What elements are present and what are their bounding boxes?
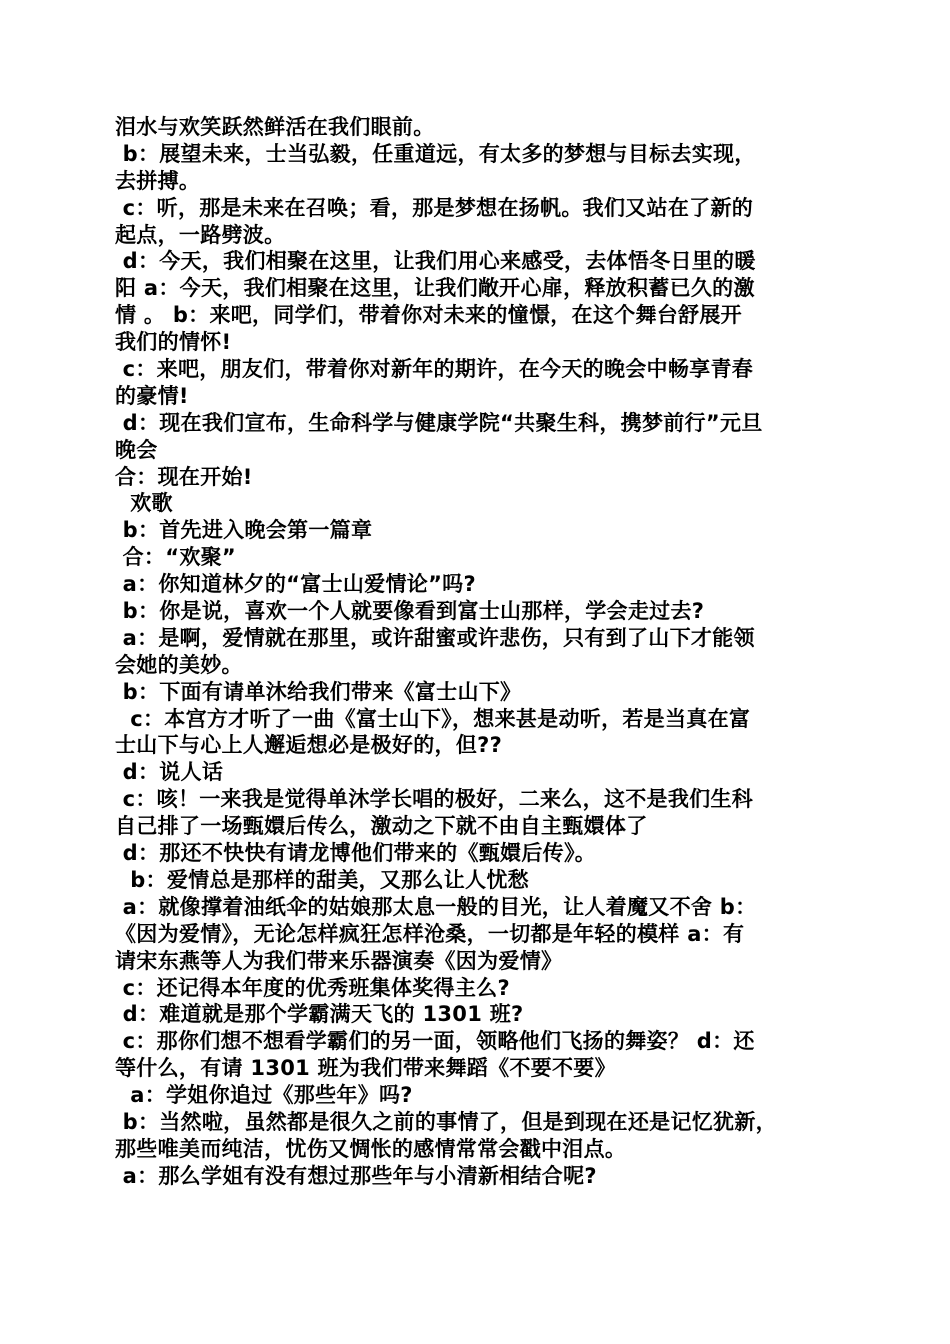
text-line: d：那还不快快有请龙博他们带来的《甄嬛后传》。 <box>115 841 597 866</box>
text-line: a：是啊，爱情就在那里，或许甜蜜或许悲伤，只有到了山下才能领 <box>115 625 755 650</box>
text-line: 请宋东燕等人为我们带来乐器演奏《因为爱情》 <box>115 948 563 973</box>
text-line: b：你是说，喜欢一个人就要像看到富士山那样，学会走过去? <box>115 599 705 624</box>
text-line: 等什么，有请 1301 班为我们带来舞蹈《不要不要》 <box>115 1056 616 1081</box>
text-line: b：展望未来，士当弘毅，任重道远，有太多的梦想与目标去实现， <box>115 141 756 166</box>
text-line: c：本宫方才听了一曲《富士山下》，想来甚是动听，若是当真在富 <box>115 706 751 731</box>
text-line: 会她的美妙。 <box>115 652 243 677</box>
text-line: 泪水与欢笑跃然鲜活在我们眼前。 <box>115 115 435 139</box>
text-line: b：下面有请单沐给我们带来《富士山下》 <box>115 679 522 704</box>
text-line: b：爱情总是那样的甜美，又那么让人忧愁 <box>115 867 529 892</box>
text-line: a：那么学姐有没有想过那些年与小清新相结合呢? <box>115 1163 597 1188</box>
text-line: 我们的情怀! <box>115 330 232 355</box>
text-line: b：首先进入晚会第一篇章 <box>115 518 373 543</box>
text-line: a：就像撑着油纸伞的姑娘那太息一般的目光，让人着魔又不舍 b： <box>115 894 757 919</box>
text-line: d：难道就是那个学霸满天飞的 1301 班? <box>115 1002 524 1027</box>
text-line: 合：“欢聚” <box>115 545 237 570</box>
document-page <box>115 114 840 1190</box>
text-line: c：还记得本年度的优秀班集体奖得主么? <box>115 975 510 1000</box>
text-line: 去拼搏。 <box>115 168 201 193</box>
text-line: c：那你们想不想看学霸们的另一面，领略他们飞扬的舞姿？ d：还 <box>115 1029 755 1054</box>
text-line: 阳 a：今天，我们相聚在这里，让我们敞开心扉，释放积蓄已久的激 <box>115 276 755 301</box>
text-line: 那些唯美而纯洁，忧伤又惆怅的感情常常会戳中泪点。 <box>115 1136 627 1161</box>
text-line: c：来吧，朋友们，带着你对新年的期许，在今天的晚会中畅享青春 <box>115 357 754 382</box>
text-line: 合：现在开始! <box>115 464 253 489</box>
text-line: a：学姐你追过《那些年》吗? <box>115 1083 413 1108</box>
text-line: b：当然啦，虽然都是很久之前的事情了，但是到现在还是记忆犹新， <box>115 1109 777 1134</box>
text-line: 的豪情! <box>115 383 189 408</box>
text-line: 情 。 b：来吧，同学们，带着你对未来的憧憬，在这个舞台舒展开 <box>115 303 742 328</box>
text-line: 起点，一路劈波。 <box>115 222 286 247</box>
text-line: c：咳！一来我是觉得单沐学长唱的极好，二来么，这不是我们生科 <box>115 787 754 812</box>
text-line: c：听，那是未来在召唤；看，那是梦想在扬帆。我们又站在了新的 <box>115 195 754 220</box>
text-line: 《因为爱情》，无论怎样疯狂怎样沧桑，一切都是年轻的模样 a：有 <box>115 921 745 946</box>
text-line: a：你知道林夕的“富士山爱情论”吗? <box>115 572 476 597</box>
text-line: 晚会 <box>115 437 158 462</box>
text-line: 士山下与心上人邂逅想必是极好的，但?? <box>115 733 503 758</box>
text-line: 自己排了一场甄嬛后传么，激动之下就不由自主甄嬛体了 <box>115 814 648 839</box>
text-line: d：现在我们宣布，生命科学与健康学院“共聚生科，携梦前行”元旦 <box>115 410 763 435</box>
text-line: d：说人话 <box>115 760 224 785</box>
text-line: d：今天，我们相聚在这里，让我们用心来感受，去体悟冬日里的暖 <box>115 249 756 274</box>
text-line: 欢歌 <box>115 491 173 516</box>
